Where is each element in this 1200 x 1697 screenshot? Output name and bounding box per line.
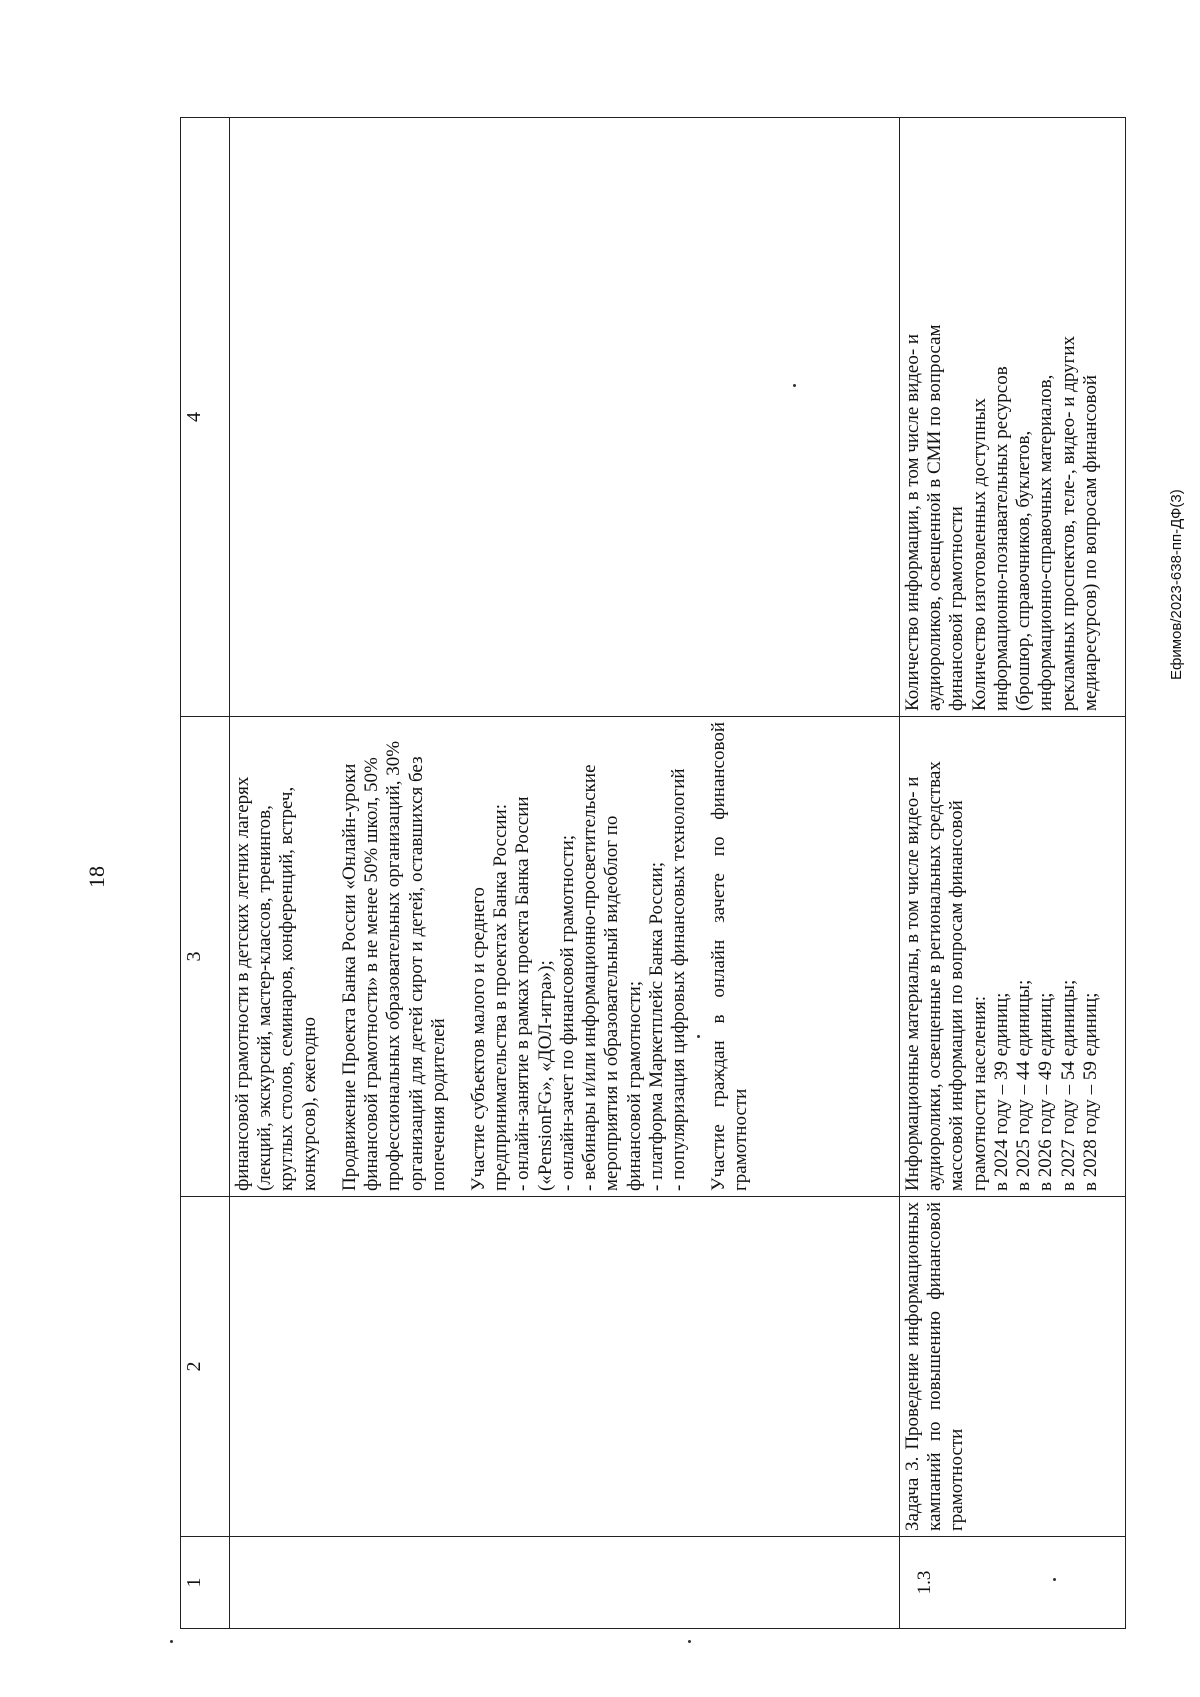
paragraph-online-lessons bbox=[339, 722, 450, 1191]
text-line: Участие субъектов малого и среднего bbox=[467, 887, 489, 1191]
cell-indicators bbox=[900, 717, 1126, 1197]
text-line: в 2027 году – 54 единицы; bbox=[1057, 979, 1079, 1191]
scan-speck bbox=[697, 1035, 700, 1038]
text-line: - онлайн-занятие в рамках проекта Банка России bbox=[512, 796, 534, 1191]
text-line: мероприятия и образовательный видеоблог по bbox=[601, 815, 623, 1191]
text-line: (лекций, экскурсий, мастер-классов, тренингов, bbox=[254, 805, 276, 1191]
text-line: Информационные материалы, в том числе видео- и bbox=[902, 776, 923, 1191]
text-line: финансовой грамотности» в не менее 50% школ, 50% bbox=[361, 757, 383, 1191]
paragraph-summer-camps bbox=[232, 722, 321, 1191]
header-col-2: 2 bbox=[181, 1197, 230, 1537]
text-line: финансовой грамотности bbox=[946, 506, 968, 711]
plan-table bbox=[180, 117, 1126, 1629]
text-line: массовой информации по вопросам финансовой bbox=[946, 800, 968, 1191]
text-line: аудиороликов, освещенной в СМИ по вопросам bbox=[924, 324, 946, 711]
header-col-1: 1 bbox=[181, 1537, 230, 1629]
paragraph-citizen-test bbox=[708, 722, 752, 1191]
scan-speck bbox=[793, 384, 796, 387]
page-number: 18 bbox=[84, 866, 109, 888]
scan-speck bbox=[688, 1640, 691, 1643]
cell-task: Задача 3. Проведение информационных кампаний по повышению финансовой грамотности bbox=[900, 1197, 1126, 1537]
header-col-3: 3 bbox=[181, 717, 230, 1197]
cell-task bbox=[230, 1197, 900, 1537]
text-line: финансовой грамотности в детских летних лагерях bbox=[232, 776, 253, 1191]
paragraph-sme-participation bbox=[468, 722, 690, 1191]
text-line: (брошюр, справочников, буклетов, bbox=[1013, 430, 1035, 711]
text-line: информационно-познавательных ресурсов bbox=[990, 366, 1012, 711]
text-line: рекламных проспектов, теле-, видео- и других bbox=[1057, 335, 1079, 711]
cell-number: 1.3 bbox=[900, 1537, 1126, 1629]
text-line: в 2028 году – 59 единиц; bbox=[1079, 992, 1101, 1191]
text-line: грамотности bbox=[730, 1088, 752, 1191]
header-col-4: 4 bbox=[181, 118, 230, 717]
cell-results bbox=[900, 118, 1126, 717]
cell-indicators bbox=[230, 717, 900, 1197]
scan-speck bbox=[170, 1640, 173, 1643]
text-line: Участие граждан в онлайн зачете по финансовой bbox=[708, 722, 730, 1191]
text-line: («PensionFG», «ДОЛ-игра»); bbox=[534, 960, 556, 1191]
text-line: профессиональных образовательных организаций, 30% bbox=[383, 740, 405, 1191]
text-line: в 2024 году – 39 единиц; bbox=[990, 992, 1012, 1191]
text-line: финансовой грамотности; bbox=[623, 980, 645, 1191]
text-line: - популяризация цифровых финансовых технологий bbox=[667, 768, 689, 1191]
cell-number bbox=[230, 1537, 900, 1629]
table-row-continued bbox=[230, 118, 900, 1629]
text-line: организаций для детей сирот и детей, оставшихся без bbox=[405, 756, 427, 1191]
text-line: Количество информации, в том числе видео- и bbox=[902, 333, 923, 711]
text-line: круглых столов, семинаров, конференций, встреч, bbox=[276, 786, 298, 1191]
table-container bbox=[180, 118, 1120, 1629]
text-line: в 2026 году – 49 единиц; bbox=[1035, 992, 1057, 1191]
text-line: - вебинары и/или информационно-просветительские bbox=[579, 764, 601, 1191]
text-line: Продвижение Проекта Банка России «Онлайн-уроки bbox=[338, 763, 360, 1191]
table-row-1-3 bbox=[900, 118, 1126, 1629]
text-line: - онлайн-зачет по финансовой грамотности; bbox=[556, 834, 578, 1191]
rotated-table bbox=[180, 118, 1120, 1629]
document-code: Ефимов/2023-638-пп-ДФ(3) bbox=[1168, 489, 1185, 680]
cell-results bbox=[230, 118, 900, 717]
text-line: Количество изготовленных доступных bbox=[968, 398, 990, 711]
text-line: конкурсов), ежегодно bbox=[298, 1017, 320, 1191]
text-line: - платформа Маркетплейс Банка России; bbox=[645, 861, 667, 1191]
header-row bbox=[181, 118, 230, 1629]
text-line: информационно-справочных материалов, bbox=[1035, 374, 1057, 711]
text-line: в 2025 году – 44 единицы; bbox=[1013, 979, 1035, 1191]
text-line: попечения родителей bbox=[427, 1018, 449, 1191]
text-line: медиаресурсов) по вопросам финансовой bbox=[1079, 374, 1101, 711]
text-line: предпринимательства в проектах Банка России: bbox=[490, 804, 512, 1191]
scan-speck bbox=[1053, 1578, 1056, 1581]
text-line: грамотности населения: bbox=[968, 995, 990, 1191]
text-line: аудиоролики, освещенные в региональных средствах bbox=[924, 761, 946, 1191]
